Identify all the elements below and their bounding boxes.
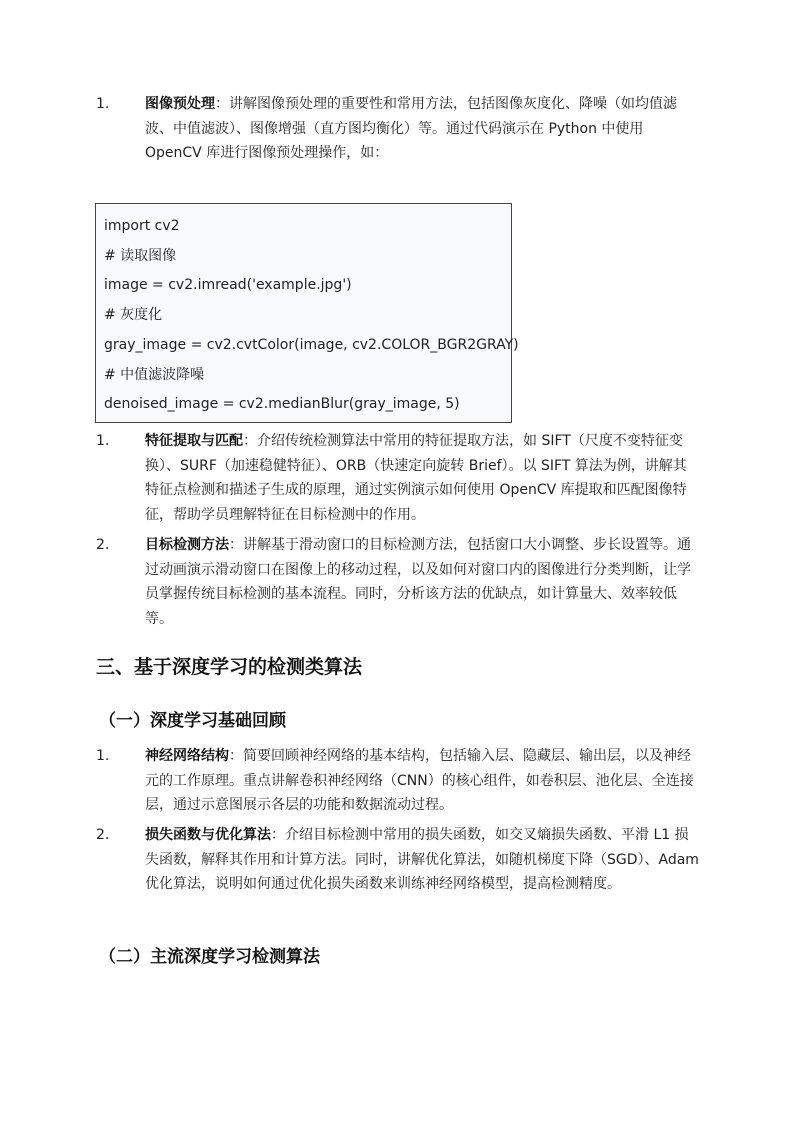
list-number: 1. xyxy=(96,96,110,112)
subsection-heading-basics: （一）深度学习基础回顾 xyxy=(99,711,286,731)
list-item-text: ：介绍目标检测中常用的损失函数，如交叉熵损失函数、平滑 L1 损失函数，解释其作用和计算方法。同时，讲解优化算法，如随机梯度下降（SGD）、Adam 优化算法，说明如何通过优化损失函数来训练神经网络模型，提高检测精度。 xyxy=(145,827,699,892)
subsection-heading-mainstream: （二）主流深度学习检测算法 xyxy=(99,947,320,967)
list-item-network-structure xyxy=(96,744,700,818)
code-block xyxy=(95,203,519,423)
list-item-term: 神经网络结构 xyxy=(145,748,229,764)
list-item-body xyxy=(145,744,700,818)
list-number: 1. xyxy=(96,748,110,764)
list-item-text: ：介绍传统检测算法中常用的特征提取方法，如 SIFT（尺度不变特征变换）、SURF（加速稳健特征）、ORB（快速定向旋转 Brief）。以 SIFT 算法为例，讲解其特征点检测和描述子生成的原理，通过实例演示如何使用 OpenCV 库提取和匹配图像特征，帮助学员理解特征在目标检测中的作用。 xyxy=(145,433,687,523)
code-line: # 读取图像 xyxy=(104,247,177,264)
code-line: denoised_image = cv2.medianBlur(gray_image, 5) xyxy=(104,396,460,413)
list-item-image-preprocessing xyxy=(96,92,700,166)
list-item-body xyxy=(145,533,700,631)
list-number: 2. xyxy=(96,827,110,843)
list-number: 2. xyxy=(96,537,110,553)
list-item-feature-extraction xyxy=(96,429,700,527)
list-item-text: ：讲解基于滑动窗口的目标检测方法，包括窗口大小调整、步长设置等。通过动画演示滑动窗口在图像上的移动过程，以及如何对窗口内的图像进行分类判断，让学员掌握传统目标检测的基本流程。同时，分析该方法的优缺点，如计算量大、效率较低等。 xyxy=(145,537,691,627)
list-item-body xyxy=(145,823,700,897)
list-item-term: 特征提取与匹配 xyxy=(145,433,243,449)
code-line: image = cv2.imread('example.jpg') xyxy=(104,277,352,294)
code-line: # 中值滤波降噪 xyxy=(104,366,205,383)
list-item-body xyxy=(145,429,700,527)
code-line: import cv2 xyxy=(104,218,180,234)
list-item-term: 图像预处理 xyxy=(145,96,215,112)
list-item-loss-optimization xyxy=(96,823,700,897)
list-item-body xyxy=(145,92,700,166)
list-item-term: 目标检测方法 xyxy=(145,537,229,553)
list-number: 1. xyxy=(96,433,110,449)
list-item-text: ：简要回顾神经网络的基本结构，包括输入层、隐藏层、输出层，以及神经元的工作原理。重点讲解卷积神经网络（CNN）的核心组件，如卷积层、池化层、全连接层，通过示意图展示各层的功能和数据流动过程。 xyxy=(145,748,694,813)
code-line: # 灰度化 xyxy=(104,307,163,324)
list-item-text: ：讲解图像预处理的重要性和常用方法，包括图像灰度化、降噪（如均值滤波、中值滤波）、图像增强（直方图均衡化）等。通过代码演示在 Python 中使用 OpenCV 库进行图像预处理操作，如： xyxy=(145,96,677,161)
code-line: gray_image = cv2.cvtColor(image, cv2.COLOR_BGR2GRAY) xyxy=(104,336,519,353)
list-item-detection-method xyxy=(96,533,700,631)
section-heading: 三、基于深度学习的检测类算法 xyxy=(96,656,363,678)
list-item-term: 损失函数与优化算法 xyxy=(145,827,271,843)
